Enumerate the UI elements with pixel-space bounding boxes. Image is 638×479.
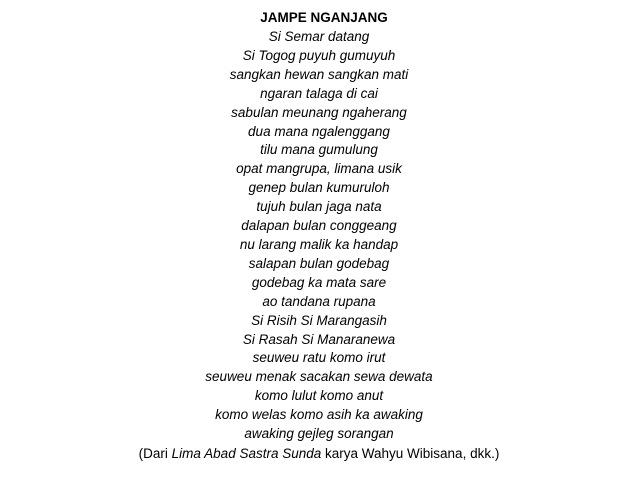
poem-line: seuweu menak sacakan sewa dewata	[205, 369, 433, 385]
poem-line: Si Semar datang	[268, 29, 370, 44]
poem-line: Si Togog puyuh gumuyuh	[242, 47, 396, 63]
poem-line: dua mana ngalenggang	[248, 123, 390, 139]
poem-line: nu larang malik ka handap	[239, 236, 399, 252]
poem-lines	[0, 28, 638, 444]
citation-suffix: karya Wahyu Wibisana, dkk.)	[321, 445, 500, 461]
poem-line: awaking gejleg sorangan	[244, 426, 394, 442]
poem-line: Si Risih Si Marangasih	[251, 312, 387, 328]
poem-line: genep bulan kumuruloh	[248, 180, 390, 196]
poem-line: komo welas komo asih ka awaking	[215, 407, 423, 423]
poem-line: tujuh bulan jaga nata	[256, 199, 382, 215]
poem-line: ngaran talaga di cai	[260, 85, 378, 101]
poem-line: sabulan meunang ngaherang	[231, 104, 407, 120]
poem-line: dalapan bulan conggeang	[241, 218, 397, 234]
citation-book-title: Lima Abad Sastra Sunda	[171, 445, 322, 461]
poem-line: tilu mana gumulung	[260, 142, 378, 158]
poem-title: JAMPE NGANJANG	[260, 10, 388, 25]
poem-block	[0, 8, 638, 463]
poem-line: komo lulut komo anut	[254, 388, 384, 404]
citation	[0, 444, 638, 463]
poem-line: seuweu ratu komo irut	[252, 350, 386, 366]
poem-line: Si Rasah Si Manaranewa	[242, 331, 396, 347]
poem-line: godebag ka mata sare	[251, 274, 387, 290]
poem-line: ao tandana rupana	[262, 293, 376, 309]
poem-line: sangkan hewan sangkan mati	[229, 66, 409, 82]
poem-line: opat mangrupa, limana usik	[236, 161, 402, 177]
poem-line: salapan bulan godebag	[248, 255, 390, 271]
citation-prefix: (Dari	[138, 445, 172, 461]
